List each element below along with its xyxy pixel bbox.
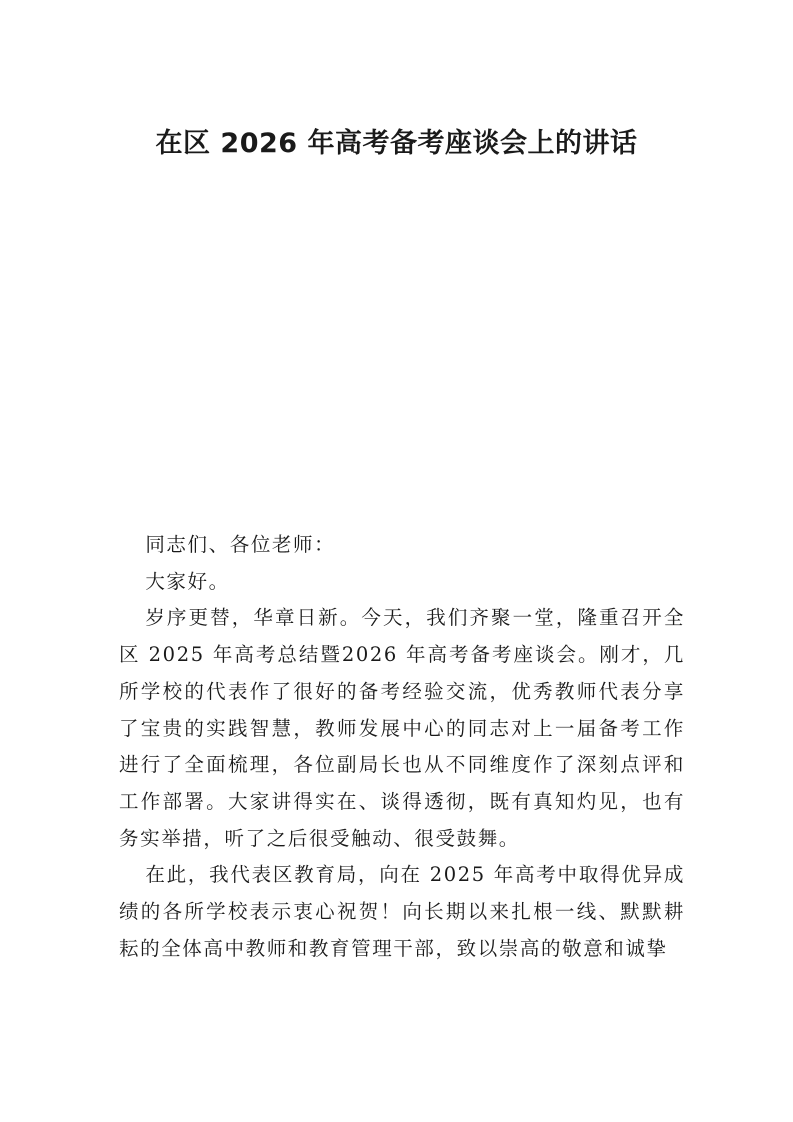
- document-body: [119, 527, 685, 967]
- paragraph-opening: 岁序更替，华章日新。今天，我们齐聚一堂，隆重召开全区 2025 年高考总结暨2026 年高考备考座谈会。刚才，几所学校的代表作了很好的备考经验交流，优秀教师代表分享了宝贵的实践智慧，教师发展中心的同志对上一届备考工作进行了全面梳理，各位副局长也从不同维度作了深刻点评和工作部署。大家讲得实在、谈得透彻，既有真知灼见，也有务实举措，听了之后很受触动、很受鼓舞。: [119, 606, 685, 850]
- document-title: 在区 2026 年高考备考座谈会上的讲话: [155, 128, 638, 159]
- paragraph-congratulations: 在此，我代表区教育局，向在 2025 年高考中取得优异成绩的各所学校表示衷心祝贺！向长期以来扎根一线、默默耕耘的全体高中教师和教育管理干部，致以崇高的敬意和诚挚: [119, 863, 685, 960]
- paragraph-salutation: 同志们、各位老师：: [145, 533, 336, 556]
- paragraph-greeting: 大家好。: [145, 569, 230, 593]
